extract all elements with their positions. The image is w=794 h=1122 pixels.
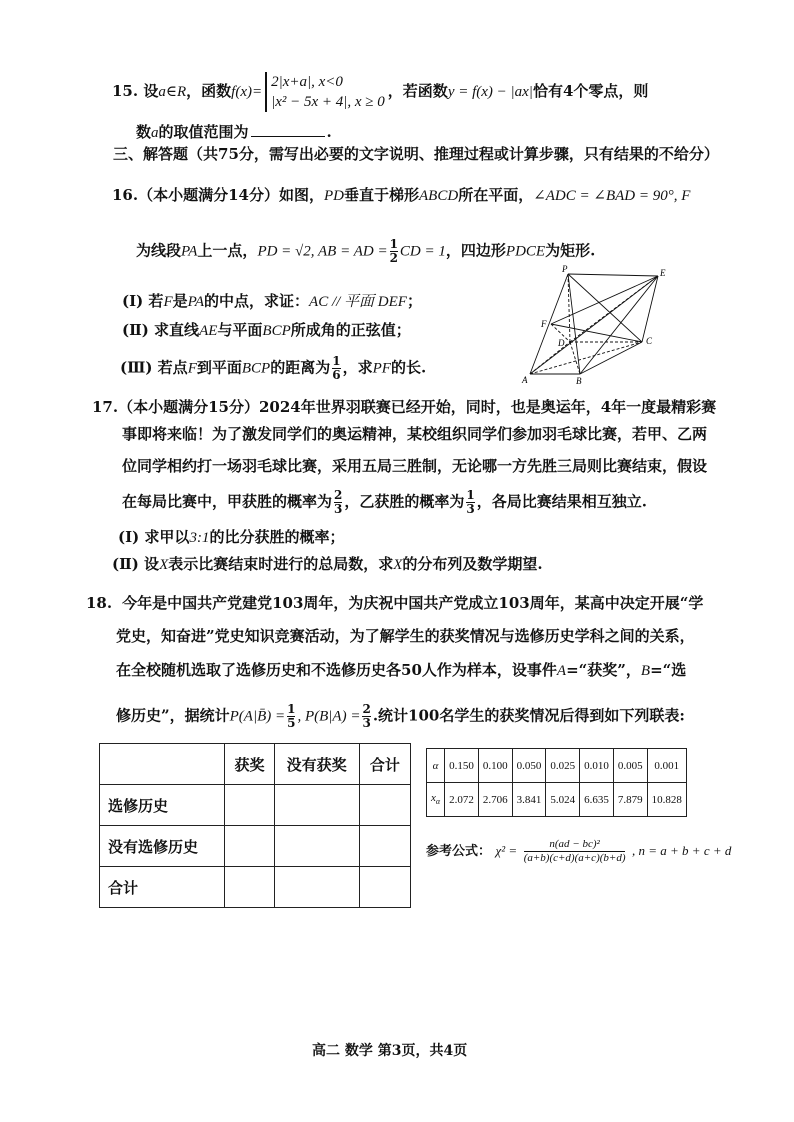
q16-figure xyxy=(512,264,672,390)
frac-den: 5 xyxy=(287,716,296,730)
x-value: 3.841 xyxy=(512,783,546,817)
q16-text: 与平面 xyxy=(217,321,263,339)
q16-text: 是 xyxy=(172,292,188,310)
q15-line2 xyxy=(136,121,332,144)
q17-math: 3:1 xyxy=(189,530,210,546)
q17-line1 xyxy=(92,396,716,418)
frac-den: 3 xyxy=(466,502,475,516)
q17-part1 xyxy=(118,526,344,549)
q18-line3 xyxy=(116,659,686,682)
label-D: D xyxy=(558,338,565,348)
q16-math: PD = √2, AB = AD = xyxy=(257,243,388,260)
alpha-value: 0.050 xyxy=(512,749,546,783)
table-cell[interactable] xyxy=(274,785,359,826)
q17-line3: 位同学相约打一场羽毛球比赛，采用五局三胜制，无论哪一方先胜三局则比赛结束，假设 xyxy=(122,457,708,475)
q15-text: 恰有4个零点，则 xyxy=(532,82,649,100)
q15-text: 数 xyxy=(136,123,152,141)
q16-text: 的中点，求证： xyxy=(204,292,310,310)
page-footer: 高二 数学 第3页，共4页 xyxy=(312,1043,468,1059)
label-F: F xyxy=(541,319,547,329)
q17-fraction xyxy=(466,489,474,516)
q17-math: X xyxy=(393,557,403,573)
q16-text: 为线段 xyxy=(136,241,182,260)
q16-text: ，求 xyxy=(342,358,373,377)
formula-num: n(ad − bc)² xyxy=(549,838,600,850)
q15-piecewise xyxy=(265,72,385,112)
q16-text: (Ⅱ) 求直线 xyxy=(122,321,200,339)
table-cell[interactable] xyxy=(225,867,274,908)
q16-line1 xyxy=(112,184,690,207)
q17-text: (I) 求甲以 xyxy=(118,528,190,546)
edge-PC xyxy=(568,274,642,342)
q17-text: 的比分获胜的概率； xyxy=(209,528,345,546)
reference-formula xyxy=(426,838,731,865)
q16-math: ABCD xyxy=(419,188,459,204)
q18-line4 xyxy=(116,703,685,730)
q18-text: 在全校随机选取了选修历史和不选修历史各50人作为样本，设事件 xyxy=(116,661,557,679)
edge-BC xyxy=(580,342,642,374)
q15-var-a: a∈R xyxy=(158,84,187,100)
label-B: B xyxy=(576,376,582,386)
x-label-sub: α xyxy=(435,797,441,807)
q16-text: 上一点， xyxy=(197,241,258,260)
table-cell[interactable] xyxy=(225,826,274,867)
q15-var: a xyxy=(151,125,159,141)
q16-math: BCP xyxy=(241,360,271,377)
formula-label: 参考公式： xyxy=(426,844,492,859)
frac-num: 2 xyxy=(362,702,371,716)
edge-FC xyxy=(551,324,642,342)
q16-text: 的距离为 xyxy=(270,358,331,377)
q16-text: ，四边形 xyxy=(445,241,506,260)
contingency-table xyxy=(99,743,411,908)
q18-number: 18. xyxy=(86,594,113,612)
frac-num: 1 xyxy=(466,488,475,502)
frac-num: 1 xyxy=(287,702,296,716)
q18-math: A xyxy=(556,663,567,679)
q16-text: 到平面 xyxy=(196,358,242,377)
q16-math: PD xyxy=(324,188,344,204)
table-cell[interactable] xyxy=(274,867,359,908)
q16-text: 所在平面， xyxy=(458,186,534,204)
alpha-value: 0.001 xyxy=(647,749,686,783)
x-value: 7.879 xyxy=(613,783,647,817)
table-cell[interactable] xyxy=(359,826,410,867)
formula-rhs: , n = a + b + c + d xyxy=(632,843,732,858)
q16-text: 为矩形. xyxy=(545,241,596,260)
edge-AC xyxy=(530,342,642,374)
alpha-value: 0.150 xyxy=(445,749,479,783)
q15-answer-blank[interactable] xyxy=(251,136,325,137)
frac-num: 2 xyxy=(334,488,343,502)
x-label-main: x xyxy=(431,792,436,805)
q16-number: 16. xyxy=(112,186,139,204)
frac-num: 1 xyxy=(389,237,398,251)
q17-math: X xyxy=(159,557,169,573)
q17-line4 xyxy=(122,489,647,516)
q16-math: AE xyxy=(199,323,218,339)
q15-text: 设 xyxy=(143,82,159,100)
frac-den: 6 xyxy=(332,368,341,382)
q15-case2: |x² − 5x + 4|, x ≥ 0 xyxy=(271,94,385,110)
q16-math: PDCE xyxy=(505,243,546,260)
alpha-value: 0.005 xyxy=(613,749,647,783)
q16-math: PA xyxy=(181,243,198,260)
frac-den: 3 xyxy=(334,502,343,516)
row-label: 没有选修历史 xyxy=(100,826,225,867)
q16-part1 xyxy=(122,290,422,313)
x-label xyxy=(427,783,445,817)
formula-den: (a+b)(c+d)(a+c)(b+d) xyxy=(523,852,626,864)
q16-fraction xyxy=(332,355,340,382)
x-row xyxy=(427,783,687,817)
row-label: 选修历史 xyxy=(100,785,225,826)
q16-math: ∠ADC = ∠BAD = 90°, F xyxy=(533,188,691,204)
q16-part3 xyxy=(120,355,426,382)
q17-number: 17. xyxy=(92,398,119,416)
q16-math: AC // 平面 DEF xyxy=(309,294,407,310)
q15-yfx: y = f(x) − |ax| xyxy=(447,84,533,100)
table-header-cell: 没有获奖 xyxy=(274,744,359,785)
table-header-cell: 合计 xyxy=(359,744,410,785)
q18-math: P(A|B̄) = xyxy=(229,708,286,725)
q16-part2 xyxy=(122,319,411,342)
table-row xyxy=(100,785,411,826)
table-cell[interactable] xyxy=(274,826,359,867)
q15-text: ，函数 xyxy=(186,82,232,100)
q16-text: 所成角的正弦值； xyxy=(290,321,411,339)
q17-text: 的分布列及数学期望. xyxy=(402,555,543,573)
label-P: P xyxy=(562,264,568,274)
table-header-cell xyxy=(100,744,225,785)
table-cell[interactable] xyxy=(225,785,274,826)
q16-fraction xyxy=(390,238,398,265)
x-value: 2.706 xyxy=(478,783,512,817)
formula-fraction xyxy=(524,838,626,865)
q17-line2: 事即将来临！为了激发同学们的奥运精神，某校组织同学们参加羽毛球比赛，若甲、乙两 xyxy=(122,425,708,443)
q17-part2 xyxy=(112,553,543,576)
table-header-cell: 获奖 xyxy=(225,744,274,785)
alpha-value: 0.100 xyxy=(478,749,512,783)
frac-num: 1 xyxy=(332,354,341,368)
q17-text: （本小题满分15分）2024年世界羽联赛已经开始，同时，也是奥运年，4年一度最精彩赛 xyxy=(118,398,717,416)
frac-den: 2 xyxy=(389,251,398,265)
q18-math: , P(B|A) = xyxy=(297,708,361,725)
q15-fx: f(x)= xyxy=(231,84,263,100)
q17-text: (Ⅱ) 设 xyxy=(112,555,160,573)
q18-line1 xyxy=(86,592,703,614)
q18-fraction xyxy=(287,703,295,730)
q18-math: B xyxy=(640,663,651,679)
table-header-row xyxy=(100,744,411,785)
x-value: 6.635 xyxy=(580,783,614,817)
q17-fraction xyxy=(334,489,342,516)
alpha-label: α xyxy=(427,749,445,783)
row-label: 合计 xyxy=(100,867,225,908)
q16-math: BCP xyxy=(262,323,291,339)
x-value: 10.828 xyxy=(647,783,686,817)
x-value: 2.072 xyxy=(445,783,479,817)
q18-text: =“选 xyxy=(650,661,687,679)
q15-case1: 2|x+a|, x<0 xyxy=(271,74,343,90)
table-row xyxy=(100,867,411,908)
q15-line1 xyxy=(112,72,648,112)
q16-math: PA xyxy=(187,294,205,310)
q16-text: 的长. xyxy=(390,358,427,377)
q15-number: 15. xyxy=(112,82,139,100)
q16-text: （本小题满分14分）如图， xyxy=(138,186,324,204)
x-value: 5.024 xyxy=(546,783,580,817)
q15-text: . xyxy=(326,123,332,141)
table-cell[interactable] xyxy=(359,867,410,908)
q16-text: (I) 若 xyxy=(122,292,164,310)
q18-text: .统计100名学生的获奖情况后得到如下列联表: xyxy=(372,706,685,725)
q16-text: (Ⅲ) 若点 xyxy=(120,358,188,377)
alpha-value: 0.025 xyxy=(546,749,580,783)
critical-value-table xyxy=(426,748,687,817)
edge-PE xyxy=(568,274,658,276)
q18-text: 今年是中国共产党建党103周年，为庆祝中国共产党成立103周年，某高中决定开展“学 xyxy=(122,594,704,612)
frac-den: 3 xyxy=(362,716,371,730)
q16-math: CD = 1 xyxy=(399,243,446,260)
q17-text: 在每局比赛中，甲获胜的概率为 xyxy=(122,492,333,511)
q16-line2 xyxy=(136,238,595,265)
formula-lhs: χ² = xyxy=(495,843,518,858)
q16-math: PF xyxy=(372,360,391,377)
section3-title: 三、解答题（共75分，需写出必要的文字说明、推理过程或计算步骤，只有结果的不给分） xyxy=(113,145,719,163)
alpha-row xyxy=(427,749,687,783)
q15-text: ，若函数 xyxy=(387,82,448,100)
table-row xyxy=(100,826,411,867)
q15-text: 的取值范围为 xyxy=(158,123,249,141)
q16-text: ； xyxy=(406,292,422,310)
alpha-value: 0.010 xyxy=(580,749,614,783)
q17-text: ，乙获胜的概率为 xyxy=(344,492,465,511)
q18-text: =“获奖”， xyxy=(566,661,641,679)
q16-math: F xyxy=(187,360,197,377)
table-cell[interactable] xyxy=(359,785,410,826)
q17-text: 表示比赛结束时进行的总局数，求 xyxy=(168,555,394,573)
q18-text: 修历史”，据统计 xyxy=(116,706,230,725)
q16-text: 垂直于梯形 xyxy=(344,186,420,204)
q16-math: F xyxy=(163,294,173,310)
label-C: C xyxy=(646,336,653,346)
label-A: A xyxy=(522,375,528,385)
q18-line2: 党史，知奋进”党史知识竞赛活动，为了解学生的获奖情况与选修历史学科之间的关系， xyxy=(116,627,695,645)
q17-text: ，各局比赛结果相互独立. xyxy=(476,492,647,511)
label-E: E xyxy=(660,268,666,278)
q18-fraction xyxy=(362,703,370,730)
